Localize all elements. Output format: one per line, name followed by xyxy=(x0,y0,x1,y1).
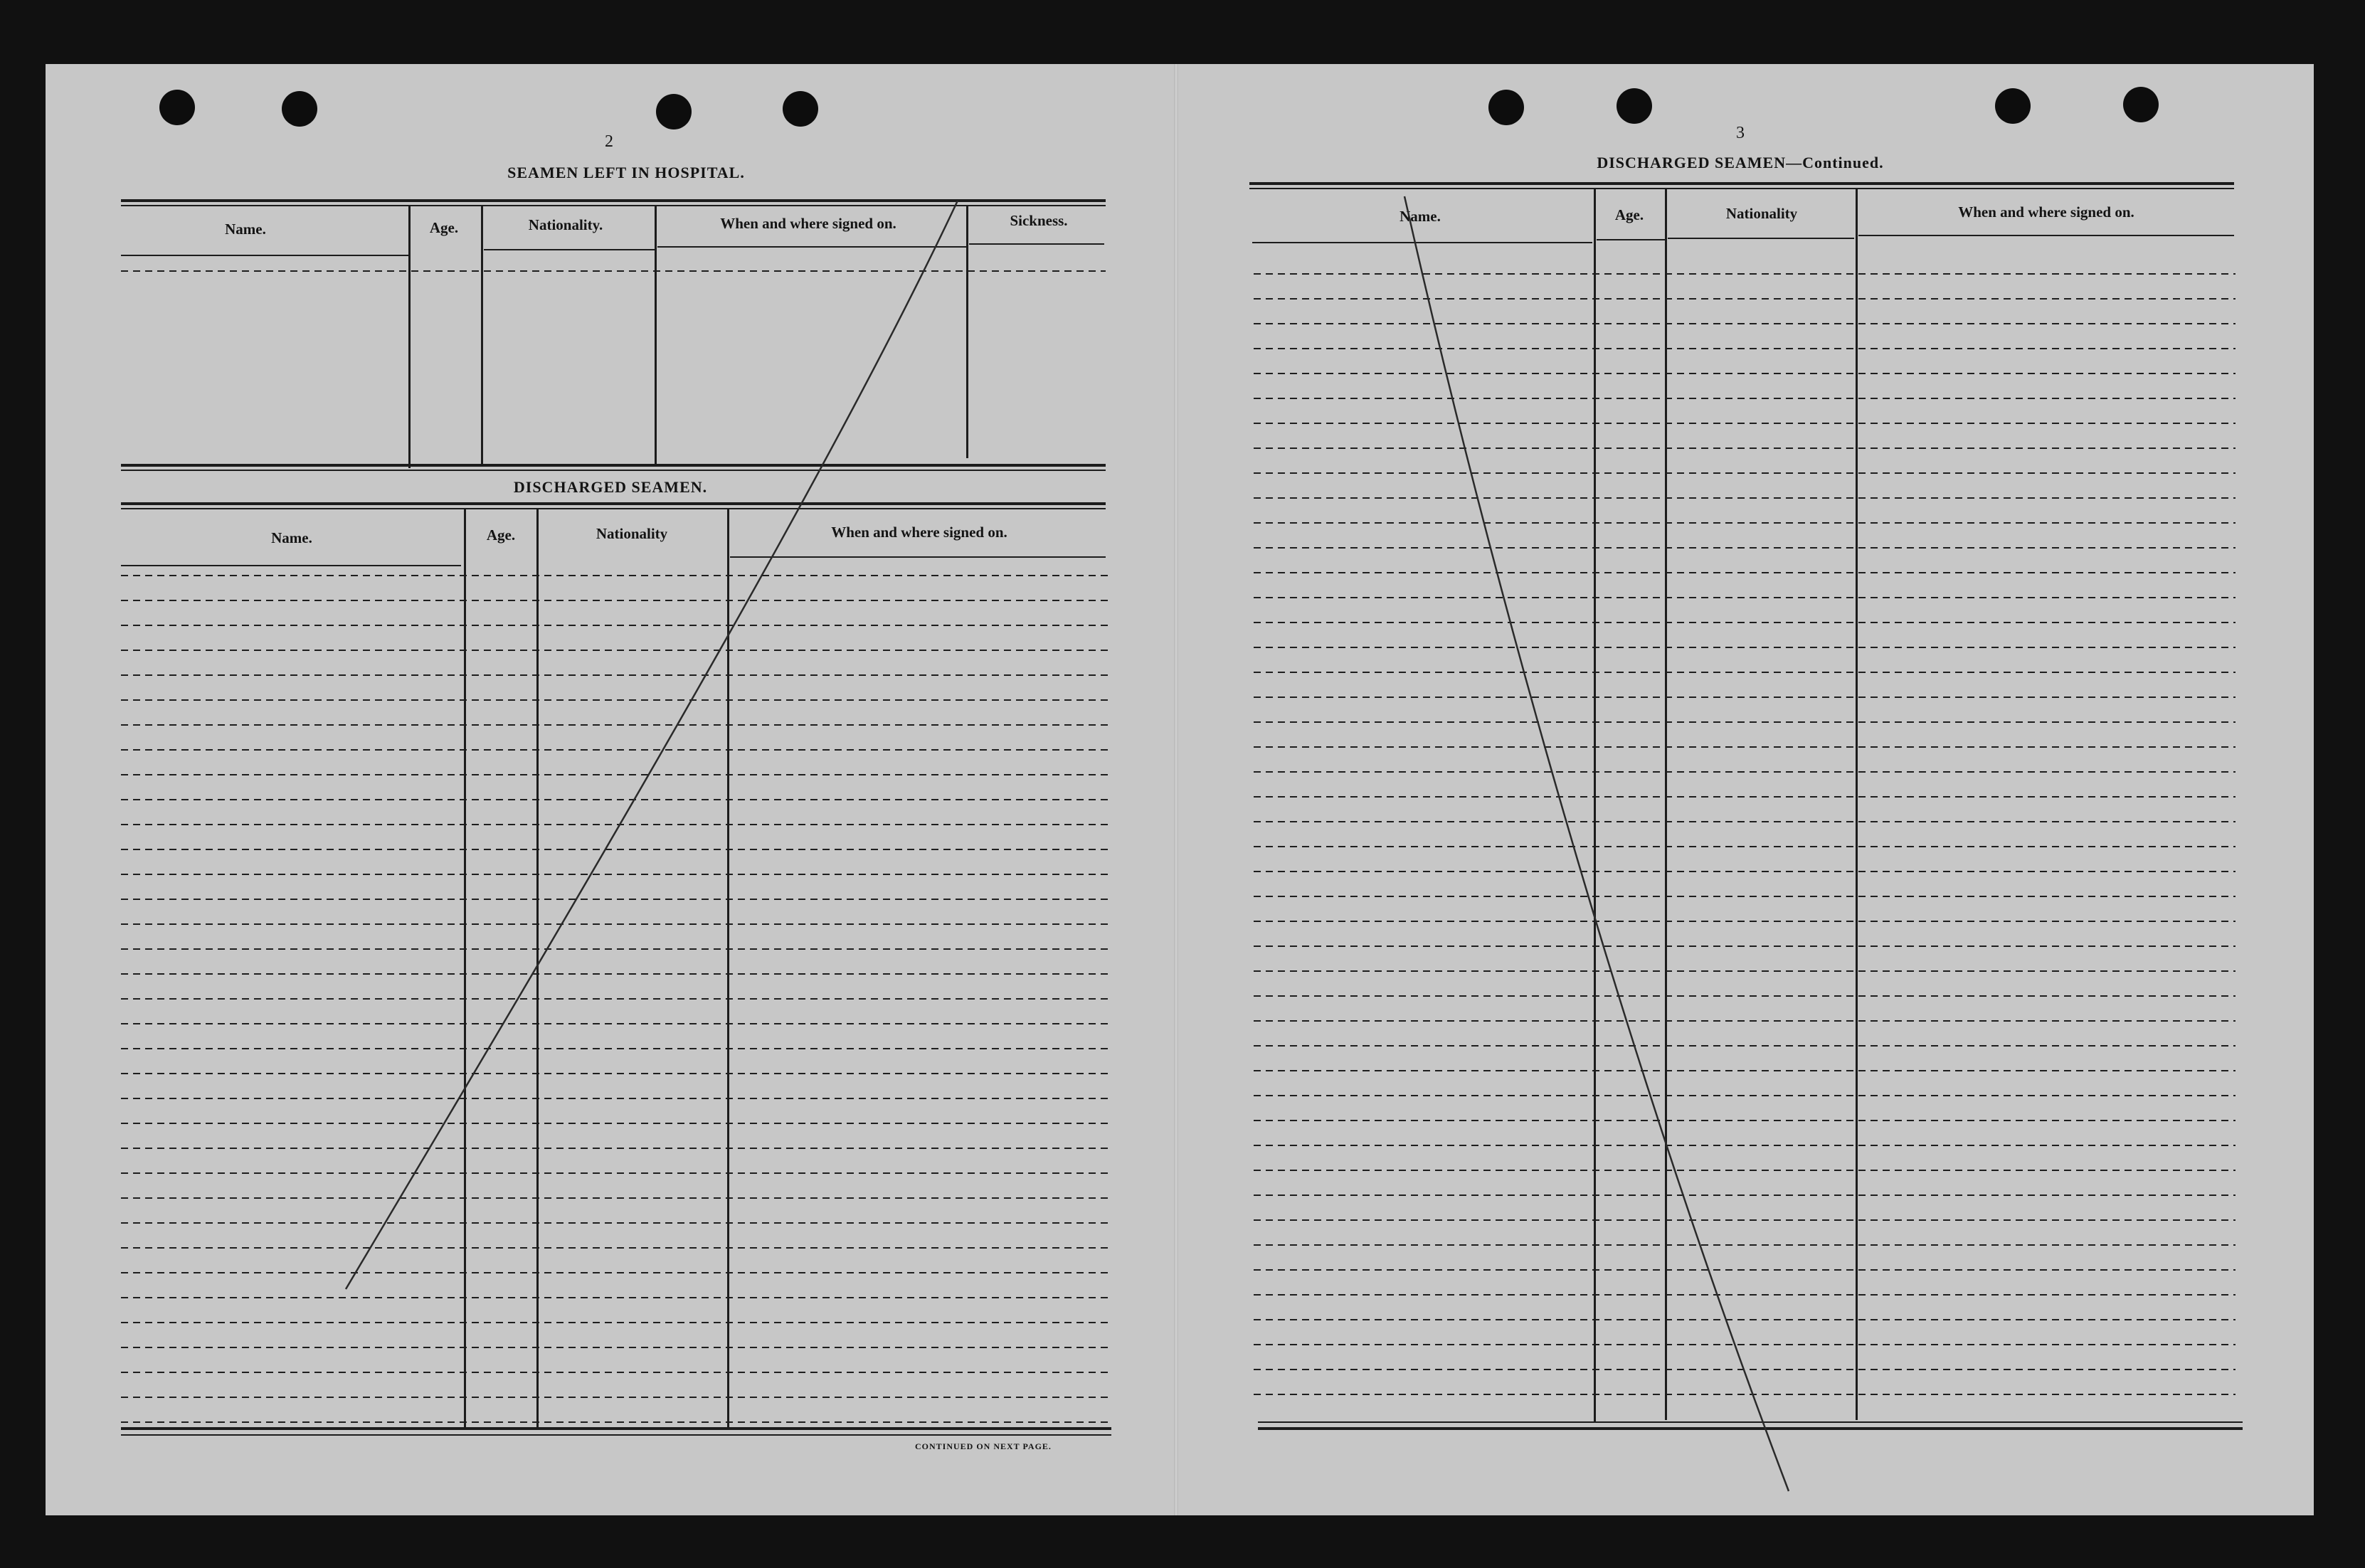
punch-hole xyxy=(159,90,195,125)
table-top-rule xyxy=(121,205,1106,206)
column-header-name: Name. xyxy=(1400,208,1441,225)
punch-hole xyxy=(656,94,692,129)
header-underline xyxy=(730,556,1106,558)
table-bottom-rule xyxy=(1258,1421,2243,1423)
header-underline xyxy=(121,255,410,256)
column-header-signed-on: When and where signed on. xyxy=(831,524,1007,541)
dotted-entry-lines xyxy=(121,270,1106,462)
table-bottom-rule xyxy=(121,1427,1111,1430)
table-top-rule xyxy=(1249,188,2234,189)
table-top-rule xyxy=(1249,182,2234,185)
column-header-nationality: Nationality xyxy=(596,525,668,542)
punch-hole xyxy=(282,91,317,127)
header-underline xyxy=(1252,242,1592,243)
header-underline xyxy=(484,249,655,250)
header-underline xyxy=(1858,235,2234,236)
punch-hole xyxy=(1617,88,1652,124)
punch-hole xyxy=(1995,88,2031,124)
continued-note: CONTINUED ON NEXT PAGE. xyxy=(915,1441,1052,1451)
column-header-signed-on: When and where signed on. xyxy=(1958,203,2134,221)
page-number: 3 xyxy=(1736,124,1745,142)
table-top-rule xyxy=(121,502,1106,505)
table-bottom-rule xyxy=(121,1434,1111,1436)
header-underline xyxy=(1597,239,1665,240)
header-underline xyxy=(1668,238,1854,239)
header-underline xyxy=(969,243,1104,245)
column-header-nationality: Nationality. xyxy=(528,216,603,233)
punch-hole xyxy=(783,91,818,127)
table-top-rule xyxy=(121,508,1106,509)
punch-hole xyxy=(1488,90,1524,125)
discharged-section-title: DISCHARGED SEAMEN. xyxy=(513,478,708,496)
table-bottom-rule xyxy=(121,464,1106,467)
column-header-name: Name. xyxy=(271,529,312,546)
discharged-continued-title: DISCHARGED SEAMEN—Continued. xyxy=(1597,154,1884,171)
column-header-age: Age. xyxy=(486,526,516,544)
dotted-entry-lines xyxy=(121,575,1110,1426)
header-underline xyxy=(121,565,461,566)
punch-hole xyxy=(2123,87,2159,122)
table-bottom-rule xyxy=(1258,1427,2243,1430)
column-header-nationality: Nationality xyxy=(1725,205,1798,222)
column-header-age: Age. xyxy=(429,219,459,236)
hospital-section-title: SEAMEN LEFT IN HOSPITAL. xyxy=(507,164,745,181)
table-bottom-rule xyxy=(121,470,1106,471)
page-number: 2 xyxy=(605,132,613,151)
table-top-rule xyxy=(121,199,1106,202)
page-fold xyxy=(1174,64,1178,1515)
column-header-name: Name. xyxy=(225,221,266,238)
dotted-entry-lines xyxy=(1254,273,2236,1419)
column-header-sickness: Sickness. xyxy=(1010,212,1068,229)
column-header-age: Age. xyxy=(1614,206,1644,223)
column-header-signed-on: When and where signed on. xyxy=(720,215,896,232)
header-underline xyxy=(657,246,966,248)
